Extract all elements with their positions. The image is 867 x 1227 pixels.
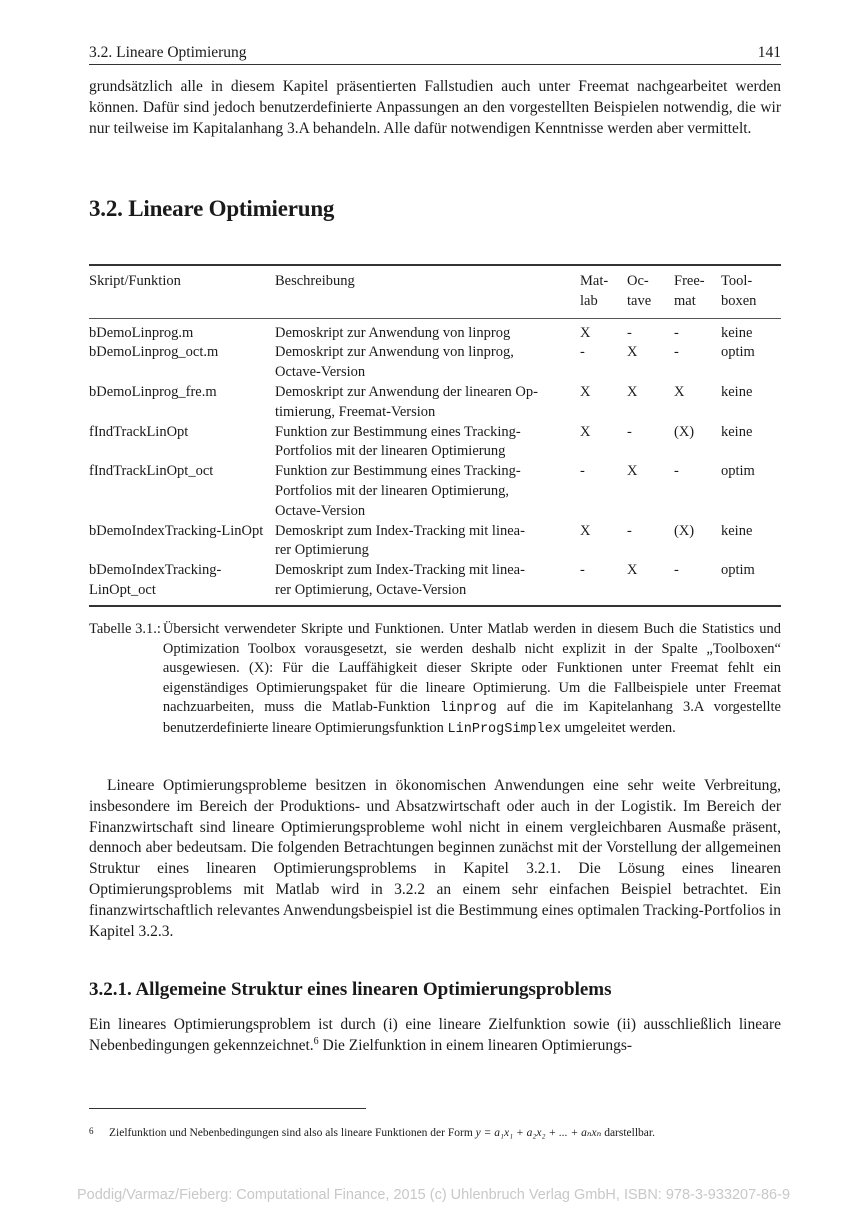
running-header-section: 3.2. Lineare Optimierung: [89, 44, 247, 61]
footnote-formula: y = a₁x₁ + a₂x₂ + ... + aₙxₙ: [475, 1127, 602, 1139]
table-row: [89, 383, 781, 423]
cell-description: [275, 423, 580, 463]
cell-description-line1: Demoskript zum Index-Tracking mit linea-: [275, 522, 525, 539]
cell-description: [275, 462, 580, 521]
cell-toolboxes-line1: keine: [721, 522, 753, 539]
cell-description-line1: Demoskript zur Anwendung von linprog: [275, 324, 511, 341]
cell-name-line1: bDemoLinprog_oct.m: [89, 344, 219, 361]
page-number: 141: [757, 44, 781, 61]
cell-matlab: [580, 462, 627, 521]
cell-freemat: [674, 383, 721, 423]
table-bottom-rule: [89, 605, 781, 607]
cell-matlab: [580, 561, 627, 605]
cell-description: [275, 343, 580, 383]
cell-octave-line1: -: [627, 423, 632, 440]
cell-name: [89, 561, 275, 605]
cell-description-line1: Demoskript zum Index-Tracking mit linea-: [275, 562, 525, 579]
footnote-number: 6: [89, 1126, 94, 1136]
cell-description-line2: Octave-Version: [275, 364, 366, 381]
cell-description-line2: rer Optimierung, Octave-Version: [275, 581, 467, 598]
caption-label: Tabelle 3.1.:: [89, 621, 161, 637]
cell-matlab: [580, 423, 627, 463]
paragraph-structure-part2: Die Zielfunktion in einem linearen Optimierungs-: [318, 1036, 633, 1054]
cell-octave-line1: X: [627, 562, 638, 579]
cell-freemat-line1: -: [674, 324, 679, 341]
cell-octave-line1: X: [627, 463, 638, 480]
cell-toolboxes: [721, 343, 781, 383]
cell-name: [89, 522, 275, 562]
cell-description: [275, 319, 580, 344]
cell-freemat: [674, 343, 721, 383]
cell-matlab: [580, 383, 627, 423]
header-freemat: [674, 266, 721, 318]
header-matlab-line2: lab: [580, 292, 598, 309]
cell-octave-line1: -: [627, 522, 632, 539]
header-toolboxes-line2: boxen: [721, 292, 757, 309]
cell-description-line1: Funktion zur Bestimmung eines Tracking-: [275, 463, 521, 480]
cell-name: [89, 343, 275, 383]
cell-freemat: [674, 462, 721, 521]
cell-octave-line1: X: [627, 344, 638, 361]
footnote-reference[interactable]: 6: [313, 1035, 319, 1047]
cell-octave: [627, 343, 674, 383]
header-octave-line1: Oc-: [627, 273, 649, 289]
cell-description-line1: Demoskript zur Anwendung der linearen Op-: [275, 383, 538, 400]
cell-toolboxes: [721, 522, 781, 562]
cell-freemat-line1: (X): [674, 423, 695, 440]
cell-matlab-line1: X: [580, 423, 591, 440]
header-toolboxes: [721, 266, 781, 318]
caption-text-part2: auf die im Kapitelanhang 3.A vorgestellte benutzerdefinierte lineare Optimierungsfunktion: [162, 699, 781, 736]
cell-toolboxes-line1: keine: [721, 423, 753, 440]
caption-code-linprogsimplex: LinProgSimplex: [447, 721, 561, 737]
cell-name: [89, 423, 275, 463]
cell-name-line2: LinOpt: [221, 522, 264, 539]
table-row: [89, 561, 781, 605]
cell-description-line2: Portfolios mit der linearen Optimierung: [275, 443, 506, 460]
cell-toolboxes: [721, 423, 781, 463]
table-caption: [89, 620, 781, 740]
header-name: Skript/Funktion: [89, 273, 181, 289]
cell-name-line2: LinOpt_oct: [89, 581, 156, 598]
footnote-text-end: darstellbar.: [601, 1127, 655, 1139]
cell-toolboxes: [721, 561, 781, 605]
cell-matlab-line1: -: [580, 344, 585, 361]
header-description: Beschreibung: [275, 273, 355, 289]
cell-octave: [627, 383, 674, 423]
cell-octave: [627, 423, 674, 463]
caption-text: [161, 620, 781, 740]
cell-toolboxes-line1: optim: [721, 562, 755, 579]
cell-matlab-line1: -: [580, 463, 585, 480]
cell-description-line1: Demoskript zur Anwendung von linprog,: [275, 344, 514, 361]
header-freemat-line1: Free-: [674, 273, 705, 289]
cell-description-line2: timierung, Freemat-Version: [275, 403, 436, 420]
paragraph-intro: grundsätzlich alle in diesem Kapitel präsentierten Fallstudien auch unter Freemat nachgearbeitet werden können. Dafür sind jedoch benutzerdefinierte Anpassungen an den vorgestellten Beispielen notwendig, die wir nur teilweise im Kapitalanhang 3.A behandeln. Alle dafür notwendigen Kenntnisse werden aber vermittelt.: [89, 78, 781, 137]
cell-description-line2: Portfolios mit der linearen Optimierung,: [275, 482, 509, 499]
cell-toolboxes-line1: keine: [721, 324, 753, 341]
cell-octave: [627, 561, 674, 605]
cell-freemat-line1: -: [674, 562, 679, 579]
header-matlab-line1: Mat-: [580, 273, 609, 289]
header-octave-line2: tave: [627, 292, 652, 309]
cell-matlab-line1: X: [580, 522, 591, 539]
table-row: [89, 462, 781, 521]
cell-toolboxes: [721, 319, 781, 344]
cell-name: [89, 319, 275, 344]
header-toolboxes-line1: Tool-: [721, 273, 753, 289]
header-octave: [627, 266, 674, 318]
caption-code-linprog: linprog: [440, 701, 497, 717]
cell-matlab: [580, 319, 627, 344]
table-row: [89, 423, 781, 463]
cell-octave-line1: -: [627, 324, 632, 341]
footnote: [89, 1125, 781, 1141]
cell-freemat: [674, 522, 721, 562]
cell-octave: [627, 522, 674, 562]
cell-matlab: [580, 522, 627, 562]
header-freemat-line2: mat: [674, 292, 696, 309]
cell-description: [275, 383, 580, 423]
cell-freemat: [674, 423, 721, 463]
cell-description: [275, 522, 580, 562]
cell-matlab-line1: -: [580, 562, 585, 579]
cell-toolboxes-line1: optim: [721, 463, 755, 480]
cell-toolboxes-line1: optim: [721, 344, 755, 361]
cell-description-line2: rer Optimierung: [275, 542, 369, 559]
cell-name-line1: bDemoIndexTracking-: [89, 562, 222, 579]
cell-name-line1: fIndTrackLinOpt: [89, 423, 189, 440]
header-matlab: [580, 266, 627, 318]
footnote-text-main: Zielfunktion und Nebenbedingungen sind also als lineare Funktionen der Form: [109, 1127, 476, 1139]
cell-octave: [627, 462, 674, 521]
cell-freemat-line1: (X): [674, 522, 695, 539]
table-row: [89, 522, 781, 562]
footnote-divider: [89, 1108, 366, 1109]
subsection-title: 3.2.1. Allgemeine Struktur eines linearen Optimierungsproblems: [89, 979, 612, 1000]
cell-name-line1: bDemoIndexTracking-: [89, 522, 222, 539]
cell-toolboxes: [721, 462, 781, 521]
table-header-row: [89, 266, 781, 318]
paragraph-structure: [89, 1015, 781, 1057]
cell-freemat-line1: -: [674, 463, 679, 480]
cell-description-line1: Funktion zur Bestimmung eines Tracking-: [275, 423, 521, 440]
table-row: [89, 343, 781, 383]
copyright-watermark: Poddig/Varmaz/Fieberg: Computational Finance, 2015 (c) Uhlenbruch Verlag GmbH, ISBN: 978-3-933207-86-9: [76, 1187, 791, 1203]
cell-name-line1: bDemoLinprog.m: [89, 324, 194, 341]
paragraph-structure-part1: Ein lineares Optimierungsproblem ist durch (i) eine lineare Zielfunktion sowie (ii) ausschließlich lineare Nebenbedingungen gekennzeichnet.: [89, 1016, 781, 1054]
cell-matlab-line1: X: [580, 383, 591, 400]
caption-text-part1: Übersicht verwendeter Skripte und Funktionen. Unter Matlab werden in diesem Buch die Statistics und Optimization Toolbox vorausgesetzt, sie werden deshalb nicht explizit in der Spalte „Toolboxen“ ausgewiesen. (X): Für die Lauffähigkeit dieser Skripte oder Funktionen unter Freemat fehlt ein eigenständiges Optimierungspaket für die lineare Optimierung. Um die Fallbeispiele unter Freemat nachzuarbeiten, muss die Matlab-Funktion: [162, 621, 781, 716]
cell-description-line3: Octave-Version: [275, 502, 366, 519]
cell-freemat: [674, 561, 721, 605]
section-title: 3.2. Lineare Optimierung: [89, 196, 335, 221]
cell-octave-line1: X: [627, 383, 638, 400]
running-header: [89, 43, 781, 65]
cell-toolboxes: [721, 383, 781, 423]
paragraph-linear-optimization: Lineare Optimierungsprobleme besitzen in ökonomischen Anwendungen eine sehr weite Verbreitung, insbesondere im Bereich der Produktions- und Absatzwirtschaft oder auch in der Logistik. Im Bereich der Finanzwirtschaft sind lineare Optimierungsprobleme wohl nicht in einem vergleichbaren Ausmaße präsent, dennoch aber bedeutsam. Die folgenden Betrachtungen beginnen zunächst mit der Vorstellung der allgemeinen Struktur eines linearen Optimierungsproblems in Kapitel 3.2.1. Die Lösung eines linearen Optimierungsproblems mit Matlab wird in 3.2.2 an einem sehr einfachen Beispiel betrachtet. Ein finanzwirtschaftlich relevantes Anwendungsbeispiel ist die Bestimmung eines optimalen Tracking-Portfolios in Kapitel 3.2.3.: [89, 777, 781, 940]
cell-name-line1: fIndTrackLinOpt_oct: [89, 463, 214, 480]
footnote-text: [109, 1125, 781, 1141]
cell-name-line1: bDemoLinprog_fre.m: [89, 383, 217, 400]
cell-name: [89, 462, 275, 521]
cell-freemat-line1: -: [674, 344, 679, 361]
cell-freemat-line1: X: [674, 383, 685, 400]
cell-freemat: [674, 319, 721, 344]
caption-text-part3: umgeleitet werden.: [560, 719, 676, 736]
table-row: [89, 319, 781, 344]
cell-octave: [627, 319, 674, 344]
cell-description: [275, 561, 580, 605]
cell-matlab-line1: X: [580, 324, 591, 341]
scripts-table: [89, 264, 781, 607]
cell-matlab: [580, 343, 627, 383]
cell-toolboxes-line1: keine: [721, 383, 753, 400]
cell-name: [89, 383, 275, 423]
